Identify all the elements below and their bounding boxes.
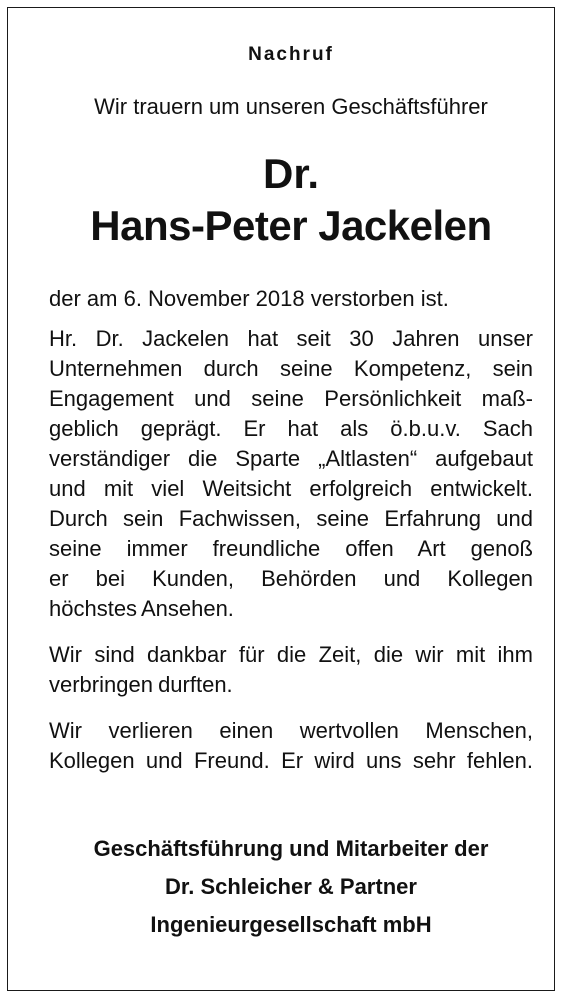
tribute-paragraph bbox=[49, 324, 533, 624]
signature-company: Dr. Schleicher & Partner bbox=[165, 874, 417, 899]
paragraph-line: Engagement und seine Persönlichkeit maß- bbox=[49, 386, 533, 411]
paragraph-line: Kollegen und Freund. Er wird uns sehr fehlen. bbox=[49, 748, 533, 773]
paragraph-line: Wir sind dankbar für die Zeit, die wir mit ihm bbox=[49, 642, 533, 667]
signature-line: Geschäftsführung und Mitarbeiter der bbox=[93, 836, 489, 861]
paragraph-line: und mit viel Weitsicht erfolgreich entwickelt. bbox=[49, 476, 533, 501]
gratitude-paragraph bbox=[49, 640, 533, 700]
notice-heading: Nachruf bbox=[248, 44, 334, 65]
paragraph-line: er bei Kunden, Behörden und Kollegen bbox=[49, 566, 533, 591]
deceased-name: Hans-Peter Jackelen bbox=[90, 202, 492, 249]
paragraph-line: Unternehmen durch seine Kompetenz, sein bbox=[49, 356, 533, 381]
paragraph-line: Wir verlieren einen wertvollen Menschen, bbox=[49, 718, 533, 743]
death-date-line: der am 6. November 2018 verstorben ist. bbox=[49, 286, 449, 311]
paragraph-line: verständiger die Sparte „Altlasten“ aufgebaut bbox=[49, 446, 533, 471]
deceased-title: Dr. bbox=[262, 150, 320, 197]
paragraph-line: höchstes Ansehen. bbox=[49, 596, 234, 621]
paragraph-line: Hr. Dr. Jackelen hat seit 30 Jahren unser bbox=[49, 326, 533, 351]
paragraph-line: Durch sein Fachwissen, seine Erfahrung und bbox=[49, 506, 533, 531]
paragraph-line: verbringen durften. bbox=[49, 672, 233, 697]
paragraph-line: seine immer freundliche offen Art genoß bbox=[49, 536, 533, 561]
paragraph-line: geblich geprägt. Er hat als ö.b.u.v. Sach bbox=[49, 416, 533, 441]
loss-paragraph bbox=[49, 716, 533, 776]
notice-subheading: Wir trauern um unseren Geschäftsführer bbox=[94, 94, 488, 119]
signature-company-type: Ingenieurgesellschaft mbH bbox=[150, 912, 432, 937]
notice-border bbox=[7, 7, 555, 991]
